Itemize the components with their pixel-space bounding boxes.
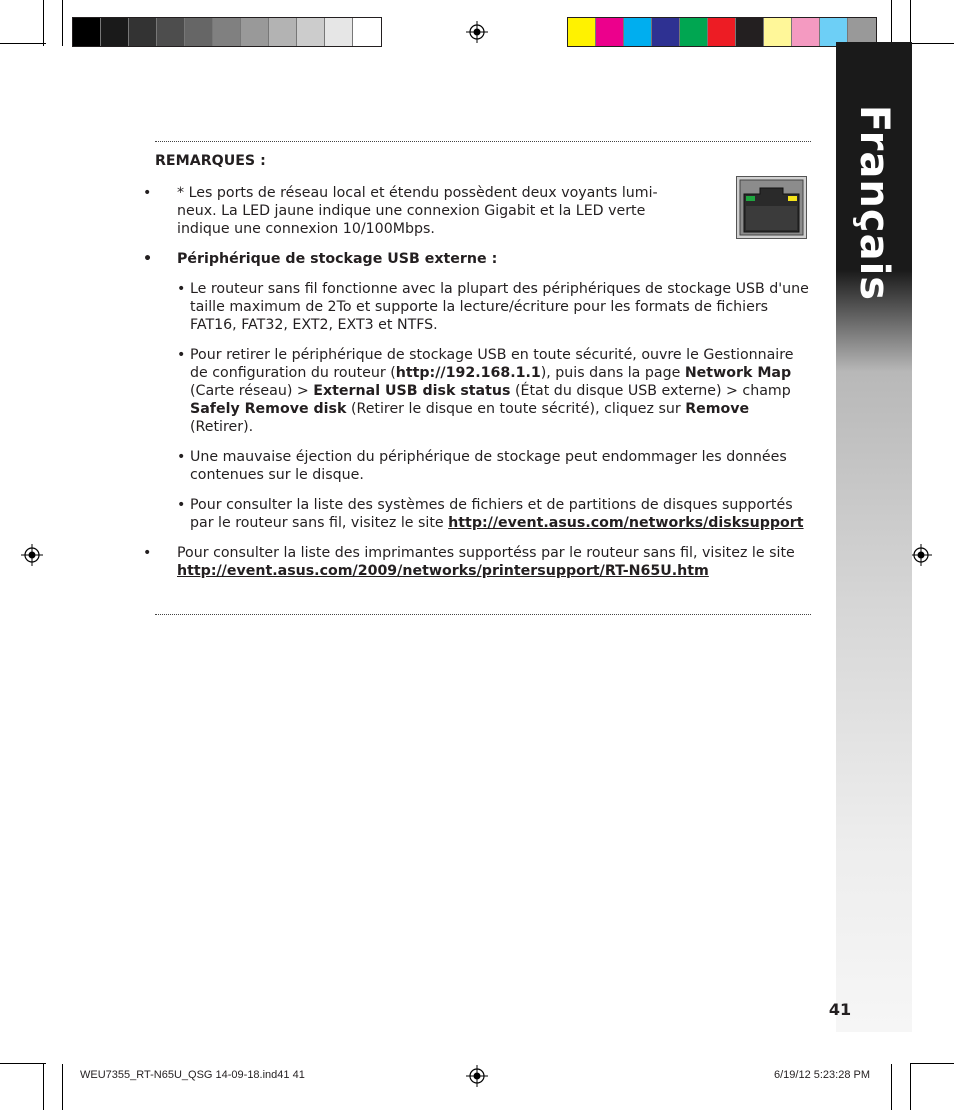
bullet: • bbox=[143, 251, 153, 267]
router-url[interactable]: http://192.168.1.1 bbox=[395, 365, 541, 381]
remove-label: Remove bbox=[685, 401, 750, 417]
color-swatch bbox=[213, 18, 241, 46]
color-swatch bbox=[241, 18, 269, 46]
notes-content bbox=[143, 152, 811, 592]
crop-mark bbox=[910, 43, 954, 44]
safely-remove-label: Safely Remove disk bbox=[190, 401, 347, 417]
crop-mark bbox=[891, 1064, 892, 1110]
list-item-text: (Retirer le disque en toute sécrité), cliquez sur bbox=[346, 401, 686, 417]
color-calibration-bar bbox=[567, 17, 877, 47]
registration-mark-icon bbox=[910, 544, 932, 566]
lan-wan-led-note bbox=[143, 184, 682, 238]
language-tab-label: Français bbox=[851, 104, 897, 302]
color-swatch bbox=[101, 18, 129, 46]
bullet: • bbox=[177, 449, 186, 465]
list-item-text: ), puis dans la page bbox=[540, 365, 685, 381]
color-swatch bbox=[792, 18, 820, 46]
color-swatch bbox=[764, 18, 792, 46]
list-item-text: (Carte réseau) > bbox=[190, 383, 314, 399]
printer-note bbox=[143, 544, 811, 580]
bullet: • bbox=[143, 185, 152, 201]
crop-mark bbox=[62, 0, 63, 46]
bullet: • bbox=[177, 281, 186, 297]
notes-heading: REMARQUES : bbox=[155, 153, 266, 169]
color-swatch bbox=[736, 18, 764, 46]
top-dotted-divider bbox=[155, 141, 811, 142]
usb-section-title-text: Périphérique de stockage USB externe : bbox=[177, 251, 498, 267]
color-swatch bbox=[297, 18, 325, 46]
registration-mark-icon bbox=[466, 21, 488, 43]
network-map-label: Network Map bbox=[684, 365, 792, 381]
color-swatch bbox=[185, 18, 213, 46]
color-swatch bbox=[708, 18, 736, 46]
color-swatch bbox=[596, 18, 624, 46]
bottom-dotted-divider bbox=[155, 614, 811, 615]
list-item-text: Le routeur sans fil fonctionne avec la plupart des périphériques de stockage USB d'une taille maximum de 2To et supporte la lecture/écriture pour les formats de fichiers FAT16, FAT32, EXT2, EXT3 et NTFS. bbox=[190, 281, 809, 333]
list-item bbox=[155, 496, 811, 532]
grayscale-color-bar bbox=[72, 17, 382, 47]
list-item-text: Pour retirer le périphérique de stockage USB en toute sécurité, ouvre le Gestionnaire de configuration du routeur ( bbox=[190, 347, 794, 381]
crop-mark bbox=[910, 0, 911, 46]
crop-mark bbox=[62, 1064, 63, 1110]
crop-mark bbox=[0, 1063, 46, 1064]
color-swatch bbox=[568, 18, 596, 46]
list-item-text: Une mauvaise éjection du périphérique de stockage peut endommager les données contenues sur le disque. bbox=[190, 449, 787, 483]
list-item bbox=[155, 346, 811, 436]
color-swatch bbox=[652, 18, 680, 46]
crop-mark bbox=[0, 43, 46, 44]
color-swatch bbox=[269, 18, 297, 46]
crop-mark bbox=[43, 1064, 44, 1110]
list-item-text: (État du disque USB externe) > champ bbox=[510, 383, 791, 399]
color-swatch bbox=[353, 18, 381, 46]
crop-mark bbox=[891, 0, 892, 46]
list-item-text: Pour consulter la liste des systèmes de fichiers et de partitions de disques supportés par le routeur sans fil, visitez le site bbox=[190, 497, 793, 531]
lan-wan-led-note-text: * Les ports de réseau local et étendu possèdent deux voyants lumi-neux. La LED jaune indique une connexion Gigabit et la LED verte indique une connexion 10/100Mbps. bbox=[177, 185, 658, 237]
printersupport-link[interactable]: http://event.asus.com/2009/networks/printersupport/RT-N65U.htm bbox=[177, 563, 709, 579]
bullet: • bbox=[143, 545, 152, 561]
list-item-text: (Retirer). bbox=[190, 419, 254, 435]
bullet: • bbox=[177, 497, 186, 513]
list-item bbox=[155, 448, 811, 484]
color-swatch bbox=[73, 18, 101, 46]
color-swatch bbox=[129, 18, 157, 46]
footer-timestamp: 6/19/12 5:23:28 PM bbox=[774, 1069, 871, 1081]
external-usb-status-label: External USB disk status bbox=[313, 383, 511, 399]
crop-mark bbox=[910, 1063, 954, 1064]
printer-note-text: Pour consulter la liste des imprimantes supportéss par le routeur sans fil, visitez le site bbox=[177, 545, 795, 561]
registration-mark-icon bbox=[466, 1065, 488, 1087]
list-item bbox=[155, 280, 811, 334]
footer-file-info: WEU7355_RT-N65U_QSG 14-09-18.ind41 41 bbox=[80, 1069, 305, 1081]
bullet: • bbox=[177, 347, 186, 363]
crop-mark bbox=[43, 0, 44, 46]
color-swatch bbox=[624, 18, 652, 46]
crop-mark bbox=[910, 1064, 911, 1110]
color-swatch bbox=[325, 18, 353, 46]
color-swatch bbox=[680, 18, 708, 46]
page-number: 41 bbox=[828, 1000, 852, 1019]
color-swatch bbox=[157, 18, 185, 46]
usb-section-title bbox=[143, 250, 811, 268]
registration-mark-icon bbox=[21, 544, 43, 566]
disksupport-link[interactable]: http://event.asus.com/networks/disksupport bbox=[448, 515, 804, 531]
